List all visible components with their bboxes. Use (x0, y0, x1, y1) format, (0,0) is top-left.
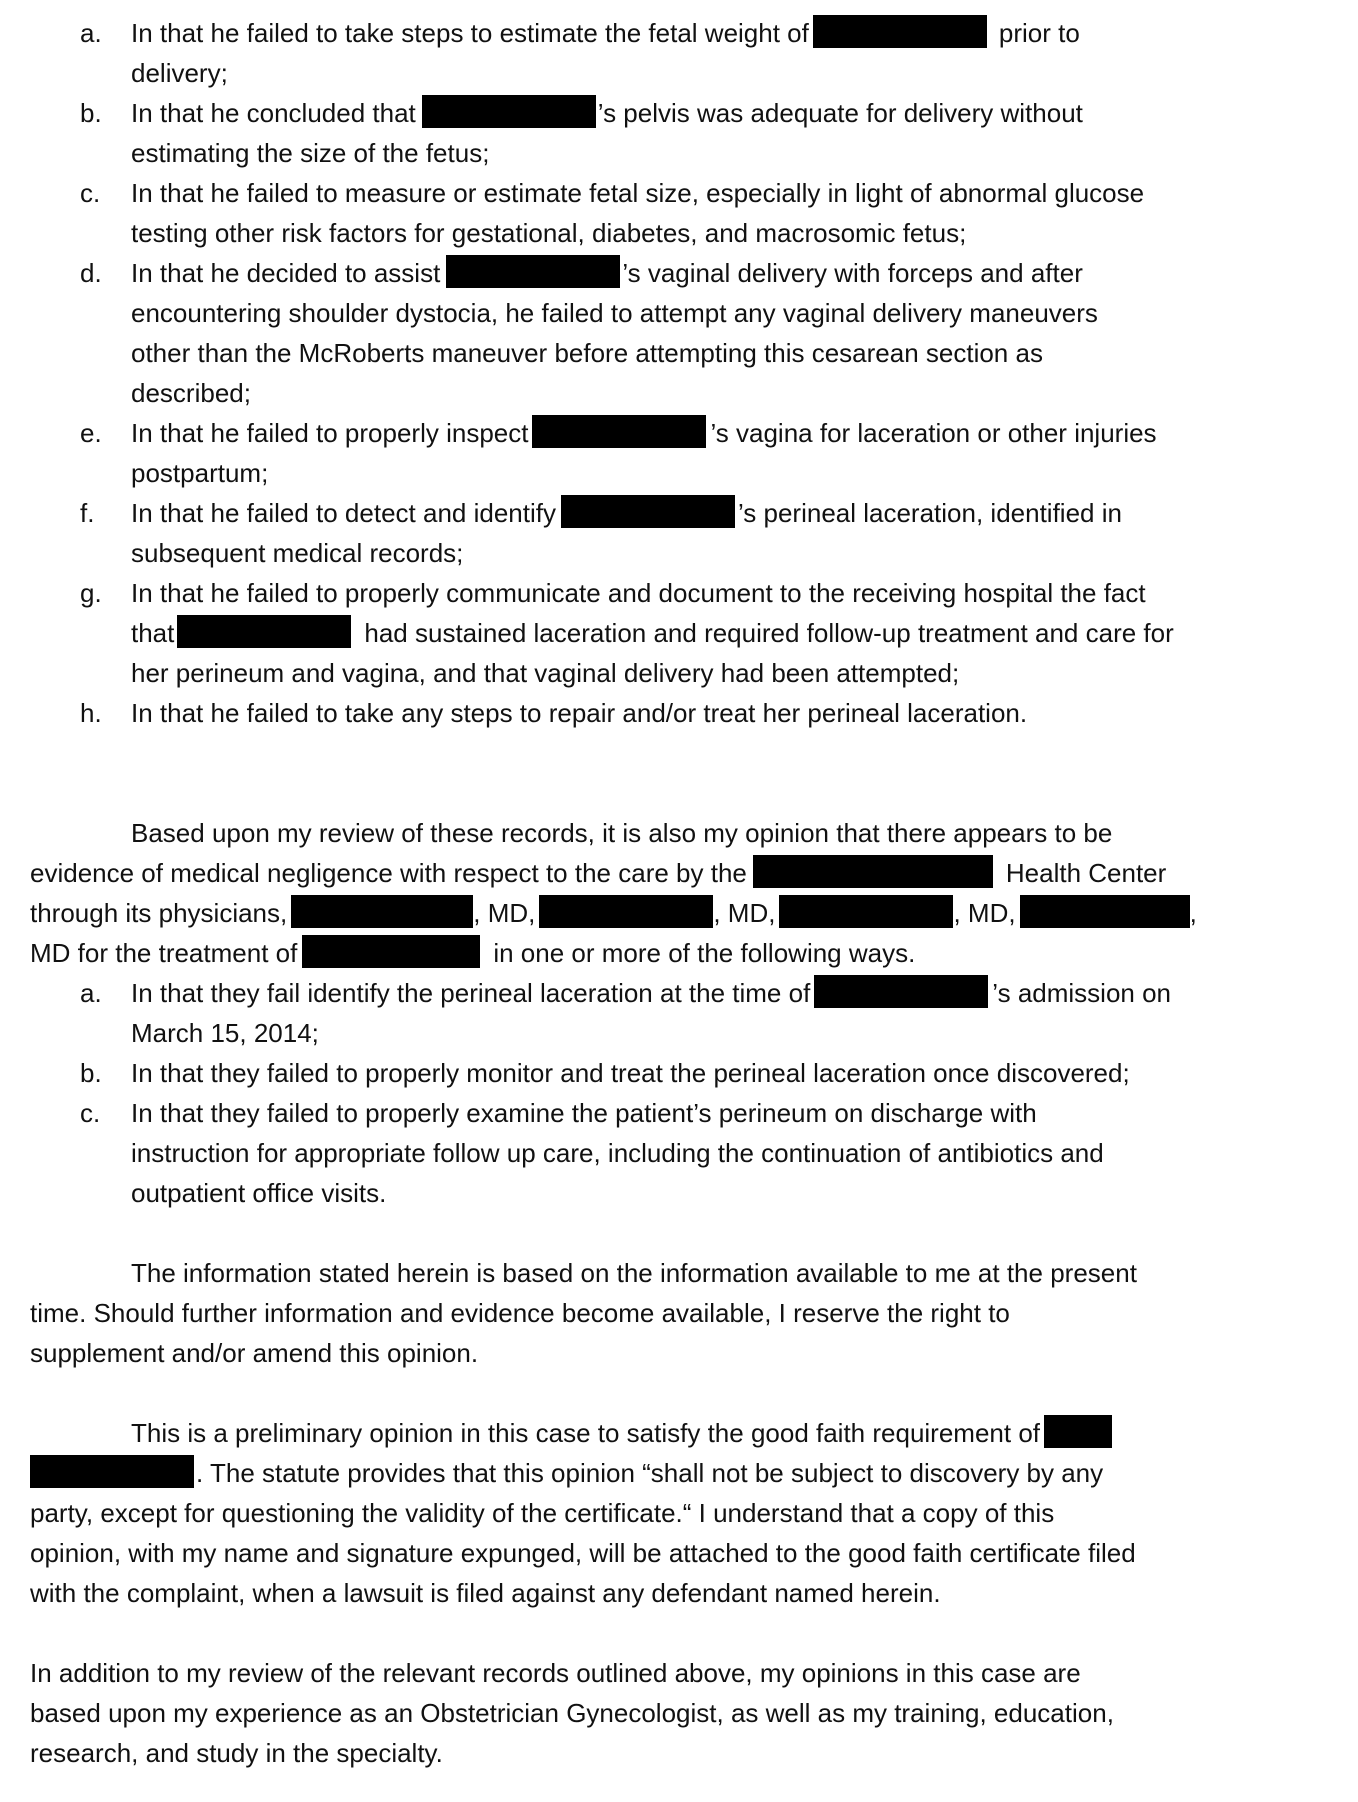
list-label: d. (80, 258, 102, 288)
redaction-bar (302, 935, 480, 968)
redaction-bar (814, 975, 988, 1008)
list-text: In that he failed to take steps to estimate the fetal weight of (131, 18, 809, 48)
list-label: f. (80, 498, 95, 528)
paragraph-text: opinion, with my name and signature expunged, will be attached to the good faith certificate filed (30, 1538, 1136, 1568)
list-text: subsequent medical records; (131, 538, 464, 568)
list-label: a. (80, 978, 102, 1008)
list-text: ’s vagina for laceration or other injuries (710, 418, 1157, 448)
list-label: c. (80, 1098, 101, 1128)
paragraph-text: The information stated herein is based on the information available to me at the present (131, 1258, 1137, 1288)
paragraph-text: , MD, (713, 898, 776, 928)
list-text: In that he concluded that (131, 98, 416, 128)
paragraph-text: . The statute provides that this opinion “shall not be subject to discovery by any (196, 1458, 1104, 1488)
paragraph-text: supplement and/or amend this opinion. (30, 1338, 479, 1368)
paragraph-text: Health Center (1005, 858, 1167, 888)
paragraph-text: based upon my experience as an Obstetrician Gynecologist, as well as my training, education, (30, 1698, 1114, 1728)
list-text: In that they failed to properly monitor and treat the perineal laceration once discovered; (131, 1058, 1130, 1088)
redaction-bar (1020, 895, 1190, 928)
paragraph-text: Based upon my review of these records, it is also my opinion that there appears to be (131, 818, 1113, 848)
paragraph-text: , MD, (953, 898, 1016, 928)
list-text: In that he failed to take any steps to repair and/or treat her perineal laceration. (131, 698, 1028, 728)
list-text: her perineum and vagina, and that vaginal delivery had been attempted; (131, 658, 960, 688)
list-text: instruction for appropriate follow up care, including the continuation of antibiotics and (131, 1138, 1104, 1168)
list-text: had sustained laceration and required follow-up treatment and care for (364, 618, 1174, 648)
list-text: In that he failed to measure or estimate fetal size, especially in light of abnormal glucose (131, 178, 1145, 208)
list-text: In that he failed to properly communicate and document to the receiving hospital the fact (131, 578, 1146, 608)
redaction-bar (753, 855, 993, 888)
list-text: In that he decided to assist (131, 258, 441, 288)
redaction-bar (539, 895, 713, 928)
list-text: In that he failed to detect and identify (131, 498, 556, 528)
paragraph-text: through its physicians, (30, 898, 288, 928)
list-label: h. (80, 698, 102, 728)
list-label: g. (80, 578, 102, 608)
redaction-bar (30, 1455, 194, 1488)
list-label: c. (80, 178, 101, 208)
list-text: prior to (998, 18, 1080, 48)
list-label: a. (80, 18, 102, 48)
list-text: estimating the size of the fetus; (131, 138, 490, 168)
list-label: b. (80, 1058, 102, 1088)
list-text: ’s perineal laceration, identified in (737, 498, 1122, 528)
paragraph-text: in one or more of the following ways. (493, 938, 916, 968)
paragraph-text: research, and study in the specialty. (30, 1738, 443, 1768)
redaction-bar (779, 895, 953, 928)
paragraph-text: In addition to my review of the relevant records outlined above, my opinions in this case are (30, 1658, 1081, 1688)
list-text: March 15, 2014; (131, 1018, 319, 1048)
list-text: delivery; (131, 58, 228, 88)
list-text: ’s admission on (992, 978, 1172, 1008)
list-label: e. (80, 418, 102, 448)
list-text: other than the McRoberts maneuver before attempting this cesarean section as (131, 338, 1043, 368)
list-text: ’s vaginal delivery with forceps and after (622, 258, 1083, 288)
redaction-bar (813, 15, 987, 48)
list-text: encountering shoulder dystocia, he failed to attempt any vaginal delivery maneuvers (131, 298, 1098, 328)
list-text: In that he failed to properly inspect (131, 418, 529, 448)
list-text: In that they failed to properly examine the patient’s perineum on discharge with (131, 1098, 1037, 1128)
paragraph-text: This is a preliminary opinion in this case to satisfy the good faith requirement of (131, 1418, 1041, 1448)
list-text: In that they fail identify the perineal laceration at the time of (131, 978, 811, 1008)
paragraph-text: with the complaint, when a lawsuit is filed against any defendant named herein. (30, 1578, 941, 1608)
list-text: postpartum; (131, 458, 269, 488)
redaction-bar (177, 615, 351, 648)
list-text: outpatient office visits. (131, 1178, 387, 1208)
paragraph-text: , (1189, 898, 1197, 928)
redaction-bar (1044, 1415, 1112, 1448)
list-text: ’s pelvis was adequate for delivery without (597, 98, 1083, 128)
redaction-bar (446, 255, 620, 288)
paragraph-text: , MD, (473, 898, 536, 928)
list-text: described; (131, 378, 251, 408)
list-label: b. (80, 98, 102, 128)
paragraph-text: time. Should further information and evidence become available, I reserve the right to (30, 1298, 1010, 1328)
redaction-bar (532, 415, 706, 448)
list-text: that (131, 618, 175, 648)
redaction-bar (561, 495, 735, 528)
redaction-bar (422, 95, 596, 128)
paragraph-text: party, except for questioning the validity of the certificate.“ I understand that a copy of this (30, 1498, 1055, 1528)
redaction-bar (291, 895, 473, 928)
list-text: testing other risk factors for gestational, diabetes, and macrosomic fetus; (131, 218, 967, 248)
paragraph-text: evidence of medical negligence with respect to the care by the (30, 858, 747, 888)
paragraph-text: MD for the treatment of (30, 938, 298, 968)
